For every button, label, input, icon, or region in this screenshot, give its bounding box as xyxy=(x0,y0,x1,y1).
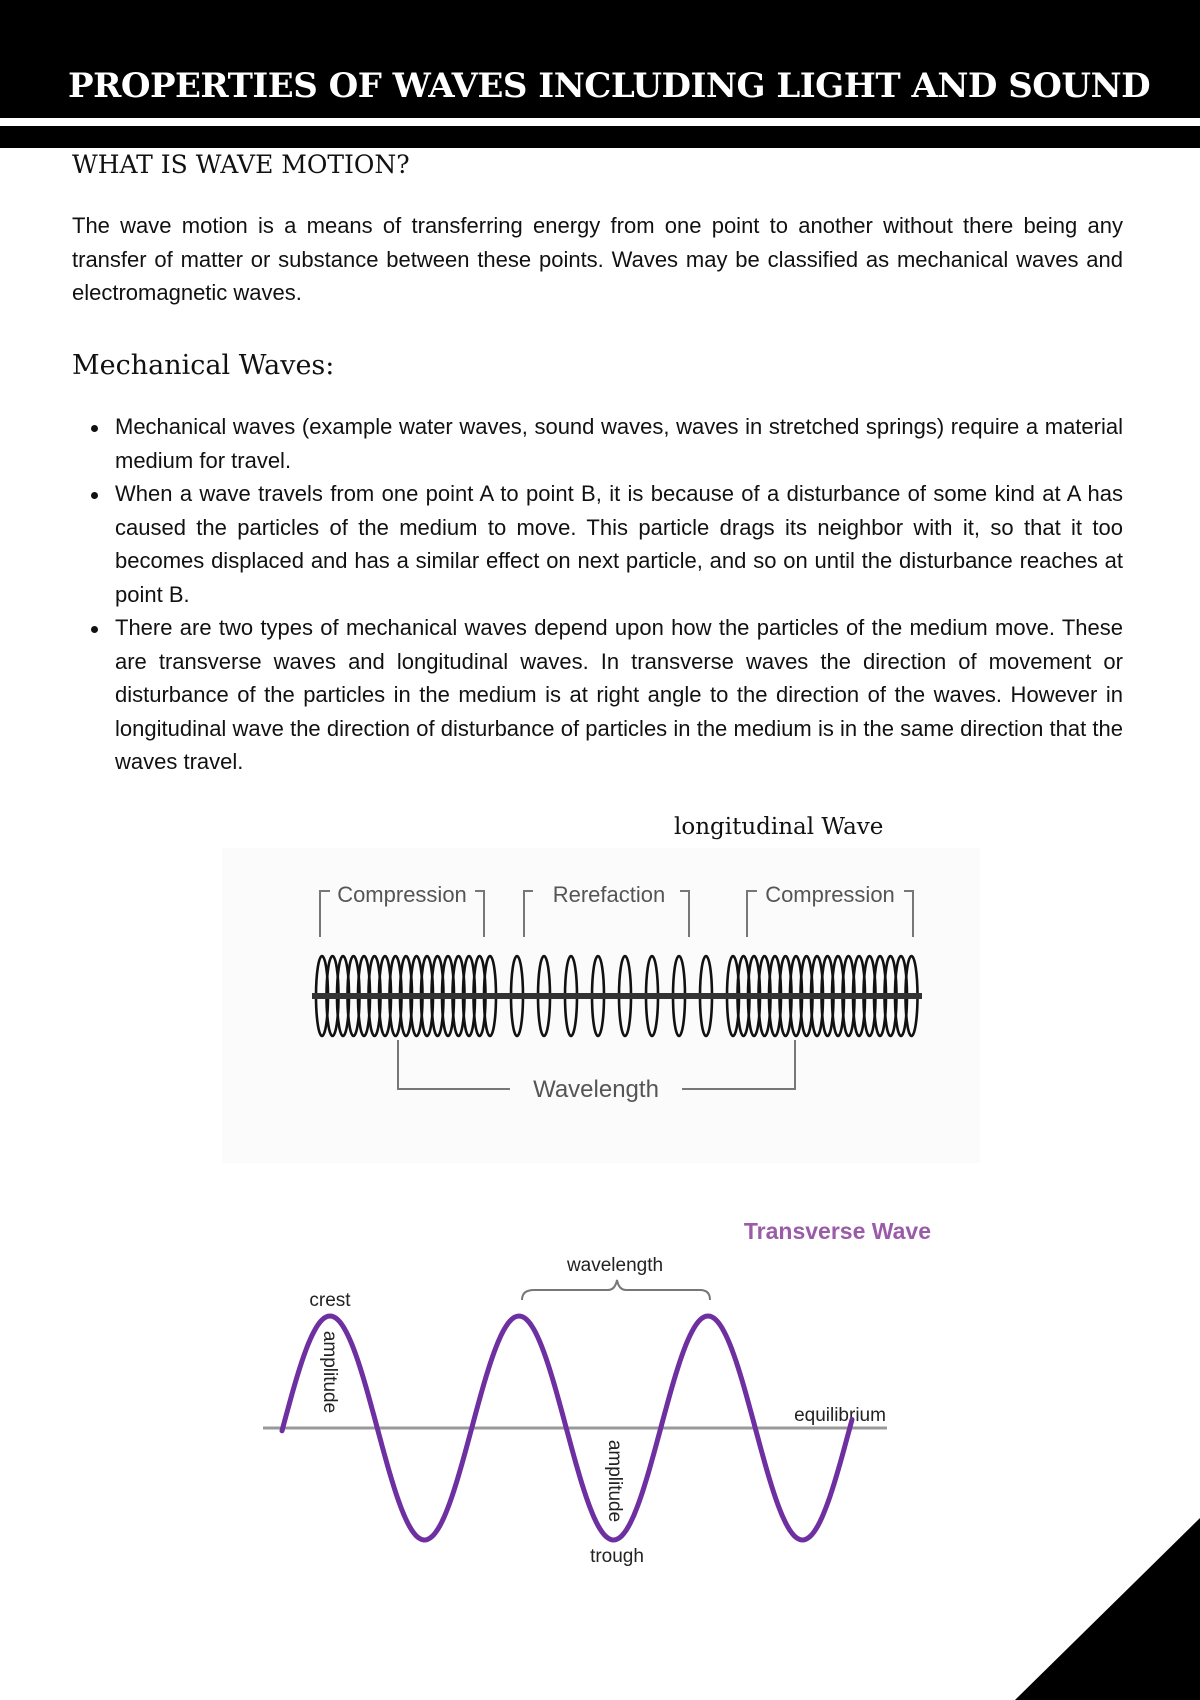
trough-label: trough xyxy=(590,1546,644,1567)
page-title: PROPERTIES OF WAVES INCLUDING LIGHT AND SOUND xyxy=(68,66,1151,106)
rarefaction-label: Rerefaction xyxy=(552,882,666,907)
transverse-wave-title: Transverse Wave xyxy=(743,1218,931,1244)
amplitude-trough-label: amplitude xyxy=(604,1439,625,1523)
compression-right-label: Compression xyxy=(765,882,895,907)
list-item: There are two types of mechanical waves depend upon how the particles of the medium move. These are transverse waves and longitudinal waves. In transverse waves the direction of movement or disturbance of the particles in the medium is at right angle to the direction of the waves. However in longitudinal wave the direction of disturbance of particles in the medium is in the same direction that the waves travel. xyxy=(115,611,1123,779)
wavelength-brace xyxy=(522,1280,710,1300)
corner-decoration xyxy=(1015,1518,1200,1700)
section-heading: WHAT IS WAVE MOTION? xyxy=(72,150,410,179)
mechanical-waves-heading: Mechanical Waves: xyxy=(72,350,335,381)
intro-paragraph: The wave motion is a means of transferring energy from one point to another without there being any transfer of matter or substance between these points. Waves may be classified as mechanical waves and electromagnetic waves. xyxy=(72,213,1123,305)
wavelength-label: Wavelength xyxy=(533,1076,659,1103)
list-item: Mechanical waves (example water waves, sound waves, waves in stretched springs) require a material medium for travel. xyxy=(115,410,1123,477)
amplitude-crest-label: amplitude xyxy=(319,1330,340,1414)
equilibrium-label: equilibrium xyxy=(794,1405,886,1426)
crest-label: crest xyxy=(309,1290,351,1311)
wavelength-label: wavelength xyxy=(566,1255,664,1276)
longitudinal-wave-title: longitudinal Wave xyxy=(674,814,884,840)
compression-left-label: Compression xyxy=(337,882,467,907)
list-item: When a wave travels from one point A to point B, it is because of a disturbance of some kind at A has caused the particles of the medium to move. This particle drags its neighbor with it, so that it too becomes displaced and has a similar effect on next particle, and so on until the disturbance reaches at point B. xyxy=(115,477,1123,611)
